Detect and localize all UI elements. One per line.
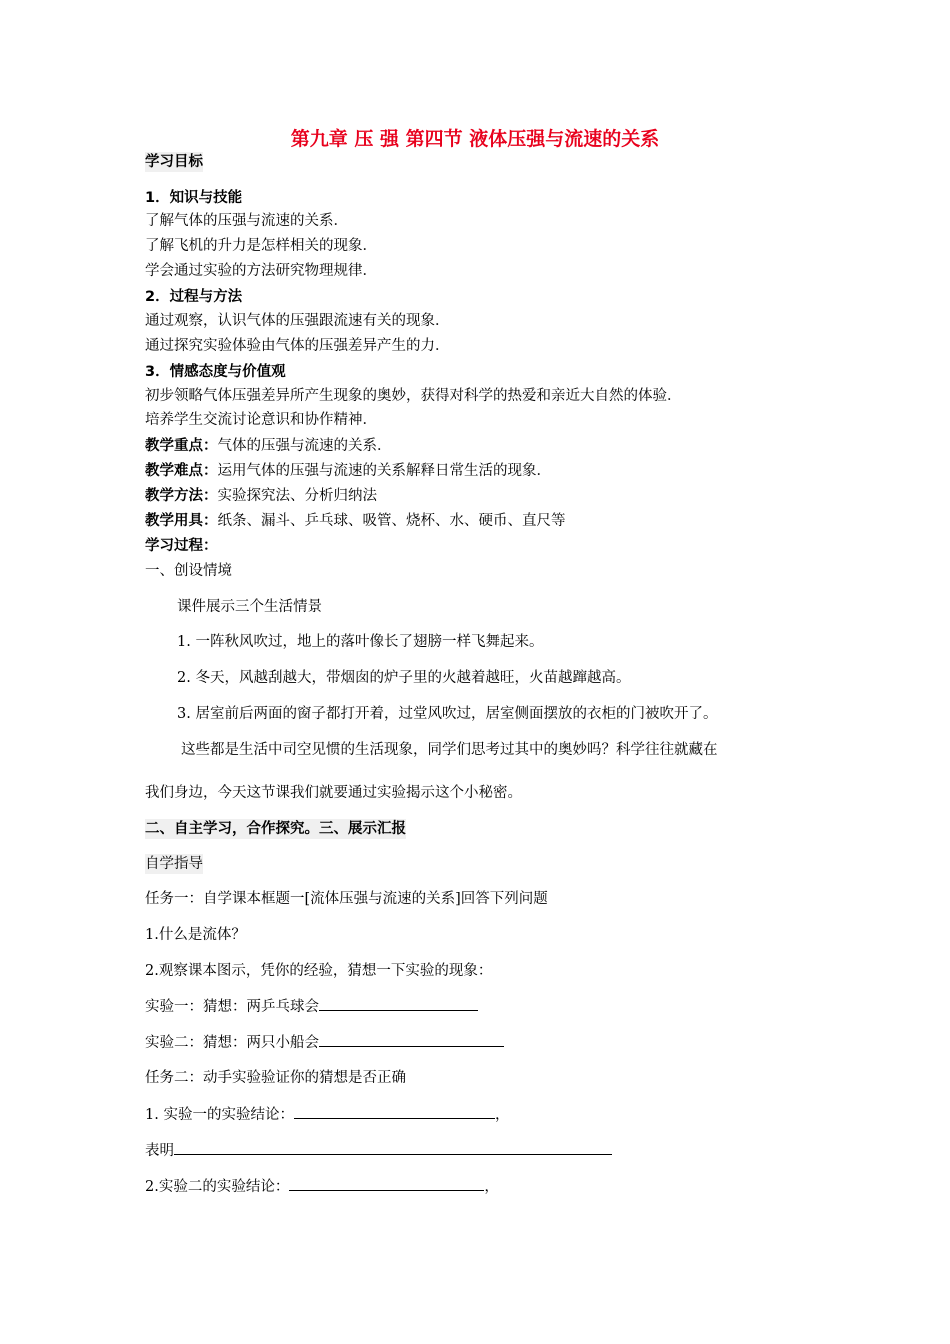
question-item: 2.观察课本图示，凭你的经验，猜想一下实验的现象： (145, 963, 493, 979)
teaching-tools-text: 纸条、漏斗、乒乓球、吸管、烧杯、水、硬币、直尺等 (217, 513, 566, 529)
objective-item: 通过观察，认识气体的压强跟流速有关的现象． (145, 313, 450, 329)
shows-label: 表明 (145, 1143, 174, 1159)
scene-item: 1. 一阵秋风吹过，地上的落叶像长了翅膀一样飞舞起来。 (177, 634, 544, 650)
attitude-values-heading: 3．情感态度与价值观 (145, 364, 286, 380)
scene-item: 2. 冬天，风越刮越大，带烟囱的炉子里的火越着越旺，火苗越蹿越高。 (177, 670, 631, 686)
answer-blank[interactable] (319, 996, 478, 1011)
process-method-heading: 2．过程与方法 (145, 289, 243, 305)
section-create-scene: 一、创设情境 (145, 563, 232, 579)
question-item: 1.什么是流体？ (145, 927, 246, 943)
self-study-guide: 自学指导 (145, 856, 203, 872)
experiment-one-guess (145, 996, 478, 1017)
teaching-key-text: 气体的压强与流速的关系． (217, 438, 392, 454)
paragraph-line: 这些都是生活中司空见惯的生活现象，同学们思考过其中的奥妙吗？科学往往就藏在 (181, 742, 718, 758)
conclusion-two-label: 2.实验二的实验结论： (145, 1179, 290, 1195)
conclusion-two (145, 1176, 499, 1197)
conclusion-one-label: 1. 实验一的实验结论： (145, 1107, 294, 1123)
teaching-key-point (145, 436, 392, 456)
teaching-difficulty (145, 461, 551, 481)
teaching-difficulty-text: 运用气体的压强与流速的关系解释日常生活的现象． (217, 463, 551, 479)
courseware-intro: 课件展示三个生活情景 (177, 599, 322, 615)
objective-item: 了解飞机的升力是怎样相关的现象． (145, 238, 377, 254)
objective-item: 培养学生交流讨论意识和协作精神． (145, 412, 377, 428)
paragraph-line: 我们身边，今天这节课我们就要通过实验揭示这个小秘密。 (145, 785, 522, 801)
teaching-tools-label: 教学用具： (145, 513, 218, 529)
conclusion-one (145, 1104, 509, 1125)
experiment-two-guess (145, 1032, 504, 1053)
answer-blank[interactable] (289, 1176, 484, 1191)
task-one: 任务一：自学课本框题一[流体压强与流速的关系]回答下列问题 (145, 891, 548, 907)
teaching-method-text: 实验探究法、分析归纳法 (217, 488, 377, 504)
shows-line (145, 1140, 612, 1161)
teaching-tools (145, 511, 566, 531)
knowledge-skills-heading: 1．知识与技能 (145, 190, 243, 206)
task-two: 任务二：动手实验验证你的猜想是否正确 (145, 1070, 406, 1086)
comma: ， (494, 1107, 510, 1123)
objective-item: 通过探究实验体验由气体的压强差异产生的力． (145, 338, 450, 354)
section-self-study: 二、自主学习，合作探究。三、展示汇报 (145, 821, 406, 837)
objectives-heading: 学习目标 (145, 154, 203, 170)
teaching-method-label: 教学方法： (145, 488, 218, 504)
experiment-two-label: 实验二：猜想：两只小船会 (145, 1035, 319, 1051)
learning-process-heading: 学习过程： (145, 538, 218, 554)
teaching-key-label: 教学重点： (145, 438, 218, 454)
answer-blank[interactable] (174, 1140, 612, 1155)
objective-item: 初步领略气体压强差异所产生现象的奥妙，获得对科学的热爱和亲近大自然的体验． (145, 388, 682, 404)
teaching-difficulty-label: 教学难点： (145, 463, 218, 479)
answer-blank[interactable] (319, 1032, 504, 1047)
teaching-method (145, 486, 377, 506)
comma: ， (484, 1179, 499, 1195)
page-title: 第九章 压 强 第四节 液体压强与流速的关系 (290, 128, 660, 150)
objective-item: 了解气体的压强与流速的关系． (145, 213, 348, 229)
experiment-one-label: 实验一：猜想：两乒乓球会 (145, 999, 319, 1015)
answer-blank[interactable] (294, 1104, 495, 1119)
scene-item: 3. 居室前后两面的窗子都打开着，过堂风吹过，居室侧面摆放的衣柜的门被吹开了。 (177, 706, 718, 722)
objective-item: 学会通过实验的方法研究物理规律． (145, 263, 377, 279)
